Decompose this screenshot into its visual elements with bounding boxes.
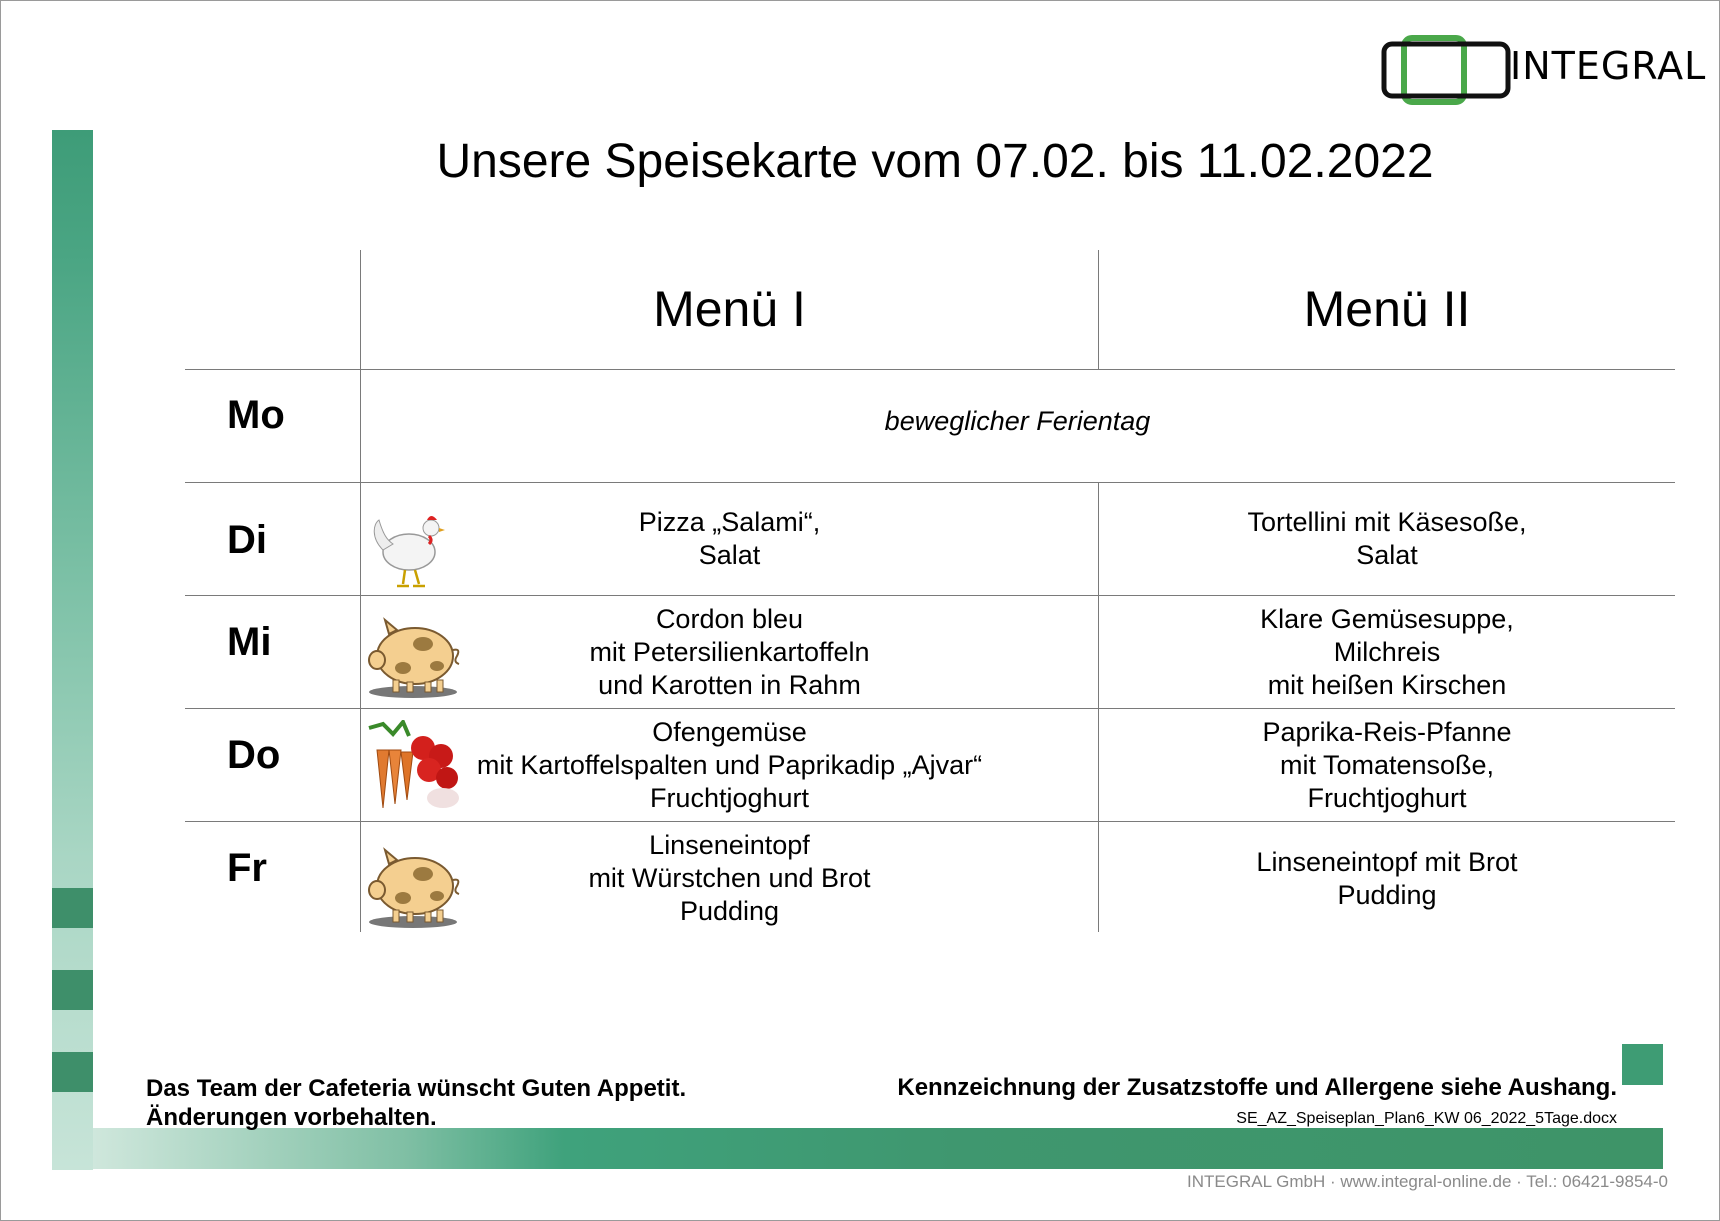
changes-note: Änderungen vorbehalten.	[146, 1104, 437, 1131]
decor-square	[52, 1052, 93, 1092]
logo-text: INTEGRAL	[1510, 44, 1707, 88]
menu2-dish: Tortellini mit Käsesoße, Salat	[1247, 507, 1527, 570]
menu1-dish: Ofengemüse mit Kartoffelspalten und Paprikadip „Ajvar“ Fruchtjoghurt	[476, 717, 983, 813]
decor-square	[52, 888, 93, 928]
menu-table	[185, 250, 1675, 930]
left-decor-bar	[52, 130, 93, 1170]
day-label: Mo	[227, 393, 285, 437]
holiday-note: beweglicher Ferientag	[884, 406, 1151, 436]
table-divider	[185, 482, 1675, 483]
table-divider	[185, 708, 1675, 709]
menu1-dish: Pizza „Salami“, Salat	[638, 507, 821, 570]
day-label: Fr	[227, 846, 267, 890]
menu2-dish: Paprika-Reis-Pfanne mit Tomatensoße, Fruchtjoghurt	[1262, 717, 1512, 813]
decor-square	[52, 970, 93, 1010]
table-divider	[185, 821, 1675, 822]
corner-decor-square	[1622, 1044, 1663, 1085]
day-label: Do	[227, 733, 281, 777]
menu1-dish: Linseneintopf mit Würstchen und Brot Pudding	[588, 830, 871, 926]
menu2-dish: Linseneintopf mit Brot Pudding	[1256, 847, 1518, 910]
company-info: INTEGRAL GmbH · www.integral-online.de · Tel.: 06421-9854-0	[1187, 1172, 1668, 1191]
menu1-header: Menü I	[653, 281, 806, 337]
footer-left	[146, 1074, 686, 1132]
menu2-header: Menü II	[1303, 281, 1471, 337]
day-label: Di	[227, 518, 267, 562]
table-divider	[185, 369, 1675, 370]
allergen-note: Kennzeichnung der Zusatzstoffe und Allergene siehe Aushang.	[897, 1074, 1617, 1101]
table-divider	[185, 595, 1675, 596]
page-title: Unsere Speisekarte vom 07.02. bis 11.02.2022	[436, 135, 1434, 188]
bottom-decor-bar	[93, 1128, 1663, 1169]
greeting-text: Das Team der Cafeteria wünscht Guten Appetit.	[146, 1075, 687, 1102]
day-label: Mi	[227, 620, 272, 664]
menu1-dish: Cordon bleu mit Petersilienkartoffeln und Karotten in Rahm	[589, 604, 870, 700]
menu2-dish: Klare Gemüsesuppe, Milchreis mit heißen Kirschen	[1260, 604, 1514, 700]
document-name: SE_AZ_Speiseplan_Plan6_KW 06_2022_5Tage.docx	[1236, 1110, 1617, 1127]
